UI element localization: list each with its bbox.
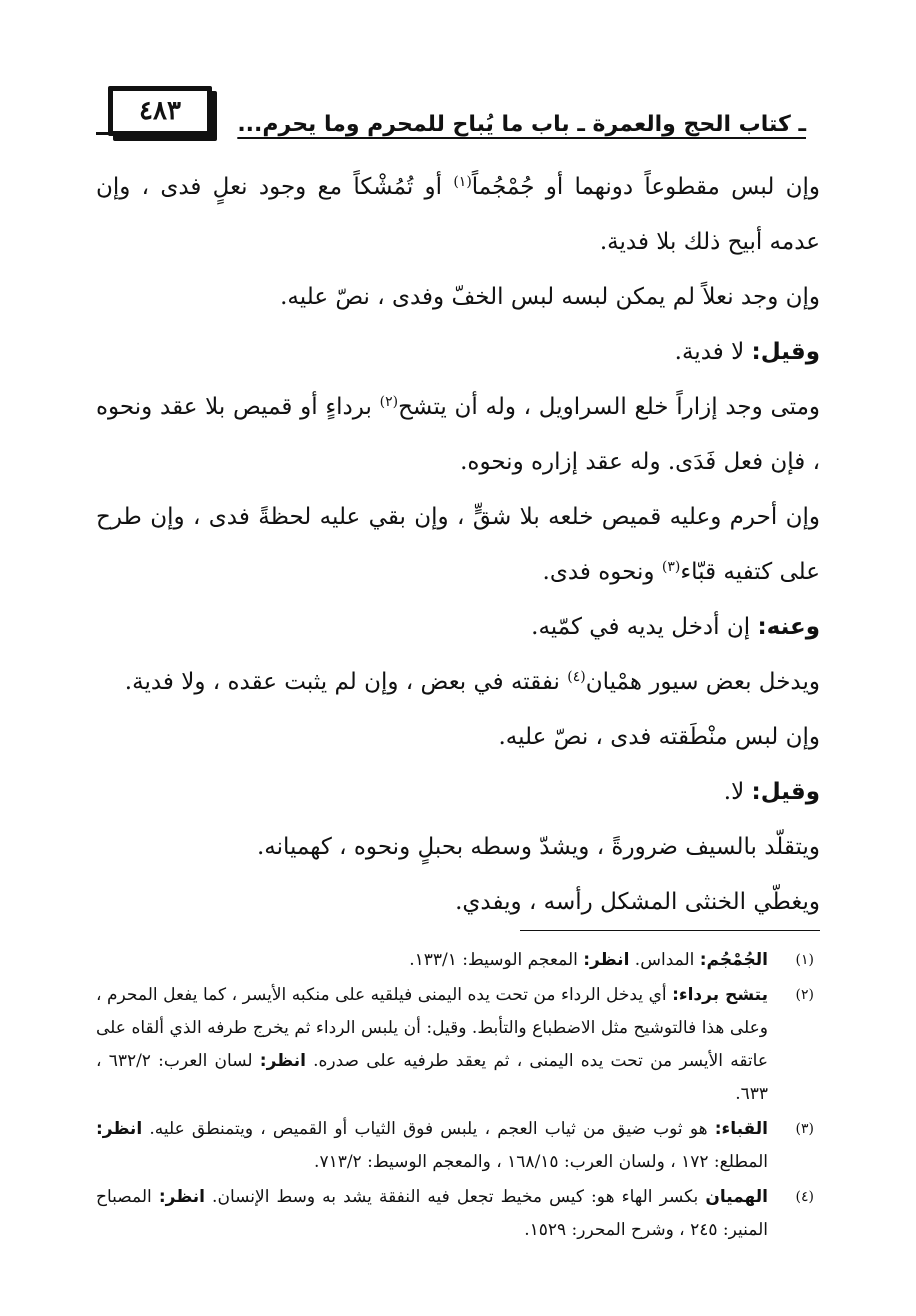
paragraph: ومتى وجد إزاراً خلع السراويل ، وله أن يتشح$^{(٢)}$ برداءٍ أو قميص بلا عقد ونحوه ، فإن فعل فَدَى. وله عقد إزاره ونحوه.: [96, 394, 820, 475]
footnote-item: (٢) يتشح برداء: أي يدخل الرداء من تحت يده اليمنى فيلقيه على منكبه الأيسر ، كما يفعل المحرم ، وعلى هذا فالتوشيح مثل الاضطباع والتأبط. وقيل: أن يلبس الرداء ثم يخرج طرفه الذي ألقاه على عاتقه الأيسر من تحت يده اليمنى ، ثم يعقد طرفيه على صدره. انظر: لسان العرب: ٦٣٢/٢ ، ٦٣٣.: [96, 979, 820, 1111]
paragraph: وإن لبس منْطَقته فدى ، نصّ عليه.: [498, 724, 820, 750]
page-number-text: ٤٨٣: [139, 96, 181, 126]
footnote-item: (٤) الهميان بكسر الهاء هو: كيس مخيط تجعل فيه النفقة يشد به وسط الإنسان. انظر: المصباح المنير: ٢٤٥ ، وشرح المحرر: ١٥٢٩.: [96, 1181, 820, 1247]
footnote-number: (١): [795, 952, 814, 968]
main-text: [96, 160, 820, 930]
footnote-term: يتشح برداء:: [672, 985, 768, 1005]
footnote-ref[interactable]: (١): [453, 174, 472, 190]
see-label: انظر:: [583, 950, 630, 970]
bold-label: وعنه:: [757, 614, 820, 640]
paragraph: وإن وجد نعلاً لم يمكن لبسه لبس الخفّ وفدى ، نصّ عليه.: [280, 284, 820, 310]
see-label: انظر:: [96, 1119, 143, 1139]
footnote-number: (٢): [795, 987, 814, 1003]
footnote-separator: [520, 930, 820, 931]
paragraph: وقيل: لا فدية.: [674, 339, 820, 365]
see-label: انظر:: [259, 1051, 306, 1071]
footnote-term: القباء:: [714, 1119, 768, 1139]
footnote-number: (٤): [795, 1189, 814, 1205]
paragraph: وإن لبس مقطوعاً دونهما أو جُمْجُماً$^{(١)}$ أو تُمُشْكاً مع وجود نعلٍ فدى ، وإن عدمه أبيح ذلك بلا فدية.: [96, 174, 821, 255]
running-header: ـ كتاب الحج والعمرة ـ باب ما يُباح للمحرم وما يحرم...: [237, 112, 806, 137]
footnote-term: الجُمْجُم:: [699, 950, 768, 970]
paragraph: ويتقلّد بالسيف ضرورةً ، ويشدّ وسطه بحبلٍ ونحوه ، كهميانه.: [257, 834, 820, 860]
paragraph: وإن أحرم وعليه قميص خلعه بلا شقٍّ ، وإن بقي عليه لحظةً فدى ، وإن طرح على كتفيه قبّاء$^{(٣)}$ ونحوه فدى.: [96, 504, 820, 585]
footnote-ref[interactable]: (٢): [379, 394, 399, 410]
bold-label: وقيل:: [751, 339, 820, 365]
footnote-ref[interactable]: (٣): [661, 559, 681, 575]
paragraph: وعنه: إن أدخل يديه في كمّيه.: [531, 614, 820, 640]
paragraph: ويدخل بعض سيور همْيان$^{(٤)}$ نفقته في بعض ، وإن لم يثبت عقده ، ولا فدية.: [124, 669, 820, 695]
footnote-term: الهميان: [705, 1187, 768, 1207]
page-number: [108, 86, 212, 136]
paragraph: وقيل: لا.: [723, 779, 820, 805]
bold-label: وقيل:: [751, 779, 820, 805]
see-label: انظر:: [158, 1187, 205, 1207]
header-rule: [96, 132, 214, 135]
footnote-ref[interactable]: (٤): [567, 669, 586, 685]
footnotes: [96, 944, 820, 1249]
footnote-item: (١) الجُمْجُم: المداس. انظر: المعجم الوسيط: ١٣٣/١.: [96, 944, 820, 977]
paragraph: ويغطّي الخنثى المشكل رأسه ، ويفدي.: [455, 889, 820, 915]
footnote-number: (٣): [795, 1121, 814, 1137]
footnote-item: (٣) القباء: هو ثوب ضيق من ثياب العجم ، يلبس فوق الثياب أو القميص ، ويتمنطق عليه. انظر: المطلع: ١٧٢ ، ولسان العرب: ١٦٨/١٥ ، والمعجم الوسيط: ٧١٣/٢.: [96, 1113, 820, 1179]
